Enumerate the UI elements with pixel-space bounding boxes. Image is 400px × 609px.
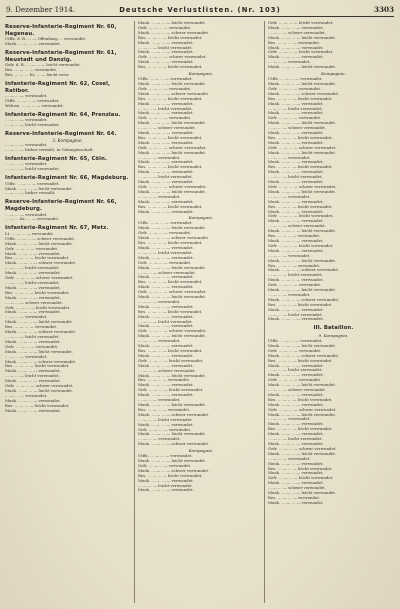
casualty-entry: Musk. ... — ... — leicht verwundet. [138, 402, 207, 407]
casualty-entry: Utffz. d. R. ... — Offenburg ... verwundet. [5, 37, 87, 42]
casualty-entry: Musk. ... — ... — leicht verwundet. [138, 265, 207, 270]
casualty-entry: Res. ... — ... — leicht verwundet. [5, 403, 70, 408]
casualty-entry: Musk. ... — ... — schwer verwundet. [268, 91, 340, 96]
casualty-entry: Res. ... — ... — verwundet. [5, 325, 58, 330]
casualty-entry: Musk. ... — ... — verwundet. [268, 500, 324, 505]
casualty-entry: Res. ... — ... — leicht verwundet. [268, 204, 333, 209]
casualty-entry: ... — ... — leicht verwundet. [5, 266, 60, 271]
casualty-entry: Gefr. ... — ... — schwer verwundet. [138, 145, 207, 150]
casualty-entry: Musk. ... — ... — verwundet. [138, 478, 194, 483]
casualty-entry: Res. ... — ... — leicht verwundet. [138, 135, 203, 140]
casualty-entry: Res. ... — ... — leicht verwundet. [268, 397, 333, 402]
casualty-entry: Musk. ... — ... — leicht verwundet. [5, 241, 74, 246]
casualty-entry: Gefr. ... — ... — leicht verwundet. [138, 388, 204, 393]
casualty-entry: Musk. ... — ... — leicht verwundet. [138, 121, 207, 126]
casualty-entry: Gefr. ... — ... — verwundet. [138, 427, 192, 432]
casualty-entry: Utffz. ... — ... — verwundet. [5, 181, 60, 186]
casualty-entry: Res. ... — ... — verwundet. [268, 263, 321, 268]
casualty-entry: ... — ... — leicht verwundet. [138, 106, 193, 111]
casualty-entry: ... — ... — verwundet. [138, 437, 181, 442]
casualty-entry: Lt. ... — ... — verwundet. [5, 231, 55, 236]
header-title [6, 4, 394, 16]
casualty-entry: Musk. ... — ... — verwundet. [268, 392, 324, 397]
company-heading: Kompagnie. [188, 71, 214, 77]
casualty-entry: ... — ... — verwundet. [138, 398, 181, 403]
casualty-entry: Musk. ... — ... — verwundet. [138, 209, 194, 214]
casualty-entry: Gefr. ... — ... — verwundet. [268, 86, 322, 91]
casualty-entry: Musk. ... — ... — leicht verwundet. [268, 412, 337, 417]
casualty-entry: ... — ... — schwer verwundet. [138, 368, 196, 373]
casualty-entry: Musk. ... — ... — leicht verwundet. [5, 320, 74, 325]
casualty-entry: Musk. ... — ... — verwundet. [268, 180, 324, 185]
casualty-entry: Musk. ... — ... — verwundet. [268, 373, 324, 378]
casualty-entry: Musk. ... — ... — verwundet. [5, 271, 61, 276]
casualty-entry: Musk. ... — ... — schwer verwundet. [138, 468, 210, 473]
casualty-entry: Gefr. ... — ... — schwer verwundet. [268, 185, 337, 189]
casualty-entry: Musk. ... — ... — schwer verwundet. [5, 261, 77, 266]
header-title-text: Deutsche Verlustlisten. [119, 6, 235, 14]
regiment-section [5, 225, 130, 413]
casualty-entry: Musk. ... — ... — schwer verwundet. [268, 297, 340, 302]
casualty-entry: Musk. ... — ... — verwundet. [5, 339, 61, 344]
casualty-entry: Musk. ... — ... — verwundet. [268, 432, 324, 437]
casualty-entry: ... — ... — leicht verwundet. [268, 312, 323, 317]
casualty-entry: ... — ... — verwundet. [268, 194, 311, 199]
casualty-entry: Gefr. ... — ... — schwer verwundet. [138, 290, 207, 295]
header-date: 9. Dezember 1914. [6, 5, 76, 14]
company-heading: Kompagnie. [188, 448, 214, 454]
casualty-entry: Res. ... — ... — verwundet. [138, 378, 191, 383]
casualty-entry: Res. ... — ... — leicht verwundet. [268, 466, 333, 471]
casualty-entry: ... — ... — verwundet. [5, 162, 48, 167]
casualty-entry: Musk. ... — ... — verwundet. [138, 50, 194, 55]
casualty-entry: Gefr. ... — ... — verwundet. [268, 283, 322, 288]
casualty-entry: Res. ... — ... — leicht verwundet. [268, 135, 333, 140]
casualty-entry: Gefr. ... — ... — verwundet. [5, 344, 59, 349]
casualty-entry: Musk. ... — ... — leicht verwundet. [138, 295, 207, 300]
casualty-entry: Res. ... — ... — leicht verwundet. [268, 96, 333, 101]
casualty-entry: Musk. ... — ... — verwundet. [268, 25, 324, 30]
casualty-entry: Musk. ... — ... — verwundet. [138, 324, 194, 329]
casualty-entry: Res. ... — ... — verwundet. [268, 495, 321, 500]
casualty-entry: Musk. ... — ... — verwundet. [5, 251, 61, 256]
casualty-entry: Musk. ... — ... — verwundet. [268, 461, 324, 466]
casualty-entry: Musk. ... — ... — verwundet. [5, 310, 61, 315]
casualty-entry: Utffz. ... — ... — verwundet. [138, 454, 193, 459]
casualty-entry: ... — ... — leicht verwundet. [5, 167, 60, 172]
casualty-entry: Gefr. ... — ... — verwundet. [268, 116, 322, 121]
casualty-entry: Res. ... — ... — leicht verwundet. [268, 302, 333, 307]
casualty-entry: Res. ... — ... — leicht verwundet. [268, 358, 333, 363]
regiment-heading: Infanterie-Regiment Nr. 66, Magdeburg. [5, 175, 129, 182]
regiment-heading: Infanterie-Regiment Nr. 67, Metz. [5, 225, 109, 232]
regiment-heading: Infanterie-Regiment Nr. 64, Prenzlau. [5, 111, 121, 118]
casualty-entry: Musk. ... — ... — verwundet. [138, 422, 194, 427]
casualty-entry: Res. ... — ... — leicht verwundet. [268, 427, 333, 432]
casualty-entry: ... — ... — verwundet. [268, 417, 311, 422]
casualty-entry: Gefr. ... — ... — schwer verwundet. [138, 329, 207, 334]
casualty-entry: ... — ... — verwundet. [268, 253, 311, 258]
casualty-entry: Res. ... — ... — leicht verwundet. [138, 35, 203, 40]
casualty-entry: Gefr. ... — ... — schwer verwundet. [5, 276, 74, 281]
casualty-entry: ... — ... — verwundet. [5, 354, 48, 359]
company-heading: 9. Kompagnie. [318, 332, 349, 338]
casualty-entry: ... — ... — leicht verwundet. [5, 334, 60, 339]
casualty-entry: ... — ... — leicht verwundet. [268, 106, 323, 111]
casualty-entry: ... — ... — schwer verwundet. [138, 126, 196, 131]
casualty-entry: Musk. ... — ... — leicht verwundet. [138, 334, 207, 339]
casualty-entry: Musk. ... — ... — verwundet. [268, 45, 324, 50]
casualty-entry: Musk. ... — ... — verwundet. [138, 314, 194, 319]
regiment-section [5, 50, 130, 78]
casualty-entry: ... — ... — verwundet. [268, 60, 311, 65]
casualty-entry: Gefr. ... — ... — leicht verwundet. [268, 243, 334, 248]
casualty-entry: Musk. ... — ... — verwundet. [268, 199, 324, 204]
regiment-subheading: 3. Kompagnie. [52, 137, 83, 143]
casualty-entry: ... — ... — leicht verwundet. [138, 45, 193, 50]
casualty-entry: ... — ... — verwundet. [138, 339, 181, 344]
casualty-entry: Gefr. ... — ... — leicht verwundet. [268, 476, 334, 481]
casualty-entry: Musk. ... — ... — schwer verwundet. [138, 236, 210, 241]
casualty-entry: Res. ... — ... — leicht verwundet. [138, 204, 203, 209]
casualty-entry: Musk. ... — ... — verwundet. [138, 60, 194, 65]
casualty-entry: Musk. ... — ... — schwer verwundet. [5, 330, 77, 335]
casualty-entry: Musk. ... — ... — verwundet. [5, 295, 61, 300]
casualty-entry: Musk. ... — ... — leicht verwundet. [268, 288, 337, 293]
casualty-entry: Musk. ... — ... — verwundet. [138, 393, 194, 398]
casualty-entry: Musk. ... — ... — leicht verwundet. [5, 388, 74, 393]
casualty-entry: Musk. ... — ... — leicht verwundet. [138, 150, 207, 155]
casualty-entry: ... — ... — verwundet. [5, 315, 48, 320]
casualty-entry: Musk. ... — ... — verwundet. [268, 55, 324, 60]
casualty-entry: Musk. ... — ... — verwundet. [138, 304, 194, 309]
casualty-entry: Musk. ... — ... — verwundet. [268, 363, 324, 368]
casualty-entry: Res. ... — ... — leicht verwundet. [138, 473, 203, 478]
regiment-section [5, 199, 130, 222]
casualty-entry: Musk. ... — ... — leicht verwundet. [268, 65, 337, 70]
casualty-entry: Musk. ... — ... — verwundet. [138, 180, 194, 185]
casualty-entry: Musk. ... — ... — leicht verwundet. [268, 150, 337, 155]
casualty-entry: ... — ... — verwundet. [5, 393, 48, 398]
casualty-entry: Musk. ... — ... — verwundet. [5, 285, 61, 290]
casualty-entry: Gefr. ... — ... — verwundet. [138, 260, 192, 265]
casualty-entry: Musk. ... — ... — verwundet. [268, 248, 324, 253]
casualty-entry: Musk. ... — ... — verwundet. [138, 285, 194, 290]
casualty-entry: Musk. ... — ... — leicht verwundet. [138, 81, 207, 86]
casualty-entry: Musk. ... — ... — verwundet. [268, 140, 324, 145]
casualty-entry: ... — ... — schwer verwundet. [138, 270, 196, 275]
casualty-entry: Gefr. ... — ... — leicht verwundet. [5, 305, 71, 310]
casualty-entry: Res. ... — ... — leicht verwundet. [5, 364, 70, 369]
page-header [6, 4, 394, 17]
casualty-entry: Musk. ... — ... — leicht verwundet. [268, 81, 337, 86]
casualty-entry: Musk. ... — ... — schwer verwundet. [268, 353, 340, 358]
casualty-entry: Musk. ... — ... — verwundet. [138, 488, 194, 493]
casualty-entry: Res. ... — ... — leicht verwundet. [138, 349, 203, 353]
casualty-entry: Musk. ... — ... — verwundet. [268, 170, 324, 175]
casualty-entry: Musk. ... — ... — leicht verwundet. [268, 189, 337, 194]
casualty-entry: Musk. ... — ... — leicht verwundet. [268, 451, 337, 456]
casualty-entry: Res. ... — ... — leicht verwundet. [138, 96, 203, 101]
casualty-entry: ... — ... — verwundet. [268, 456, 311, 461]
regiment-section [5, 175, 130, 196]
casualty-entry: Musk. ... — ... — verwundet. [268, 422, 324, 427]
casualty-entry: Gefr. ... — ... — verwundet. [5, 246, 59, 251]
casualty-entry: Gefr. ... — ... — schwer verwundet. [268, 446, 337, 451]
casualty-entry: Res. ... — ... — leicht verwundet. [138, 241, 203, 246]
casualty-entry: Musk. ... — ... — schwer verwundet. [138, 30, 210, 35]
casualty-entry: Musk. ... — ... — verwundet. [138, 160, 194, 165]
casualty-entry: Musk. ... — ... — verwundet. [138, 383, 194, 388]
casualty-entry: Gefr. ... — ... — verwundet. [138, 116, 192, 121]
casualty-entry: Res. ... — ... — verwundet. [268, 234, 321, 239]
casualty-entry: Gefr. ... — ... — verwundet. [138, 463, 192, 468]
casualty-entry: Musk. ... — ... — leicht verwundet. [268, 383, 337, 388]
casualty-entry: Res. ... — ... — verwundet. [268, 40, 321, 45]
casualty-entry: Musk. ... — ... — schwer verwundet. [138, 442, 210, 447]
casualty-entry: Gefr. ... — ... — leicht verwundet. [268, 214, 334, 219]
casualty-entry: ... — ... — verwundet. [5, 118, 48, 123]
casualty-entry: Musk. ... — ... — leicht verwundet. [138, 459, 207, 464]
casualty-entry: Gefr. ... — ... — verwundet. [138, 86, 192, 91]
casualty-entry: ... — ... — leicht verwundet. [138, 483, 193, 488]
casualty-entry: Musk. ... — ... — leicht verwundet. [268, 35, 337, 40]
casualty-entry: Musk. ... — ... — leicht verwundet. [268, 121, 337, 126]
column-left [5, 21, 130, 603]
regiment-section [5, 24, 130, 47]
column-middle [134, 21, 264, 603]
casualty-entry: ... — ... — leicht verwundet. [268, 273, 323, 278]
company-heading: Kompagnie. [188, 215, 214, 221]
casualty-entry: ... — ... — leicht verwundet. [138, 417, 193, 422]
casualty-entry: Musk. ... — ... — verwundet. [268, 238, 324, 243]
casualty-entry: Musk. ... — ... — verwundet. [5, 398, 61, 403]
casualty-entry: ... — ... — leicht verwundet. [5, 281, 60, 285]
casualty-entry: Musk. ... — ... — verwundet. [138, 275, 194, 280]
casualty-entry: Musk. ... — ... — verwundet. [138, 140, 194, 145]
casualty-entry: Musk. ... — ... — verwundet. [138, 199, 194, 204]
casualty-entry: Musk. ... — ... — verwundet. [138, 170, 194, 175]
casualty-entry: ... — ... — leicht verwundet. [268, 437, 323, 442]
casualty-entry: Gefr. ... — ... — verwundet. [268, 378, 322, 383]
casualty-entry: ... — ... — bisher vermißt, in Gefangenschaft. [5, 147, 94, 152]
casualty-entry: Wehrm. ... — ... — verwundet. [5, 103, 64, 108]
casualty-entry: Res. ... — ... — leicht verwundet. [138, 65, 203, 70]
casualty-entry: Musk. ... — ... — leicht verwundet. [138, 21, 207, 25]
casualty-entry: ... — ... — verwundet. [5, 142, 48, 147]
casualty-entry: Musk. ... — ... — leicht verwundet. [5, 349, 74, 354]
casualty-entry: Res. ... — ... — leicht verwundet. [268, 165, 333, 170]
casualty-entry: Gefr. ... — ... — leicht verwundet. [138, 358, 204, 363]
casualty-entry: Musk. ... — ... — schwer verwundet. [138, 412, 210, 417]
casualty-entry: Musk. ... — ... — verwundet. [138, 255, 194, 260]
casualty-entry: Musk. ... — ... — leicht verwundet. [138, 226, 207, 231]
casualty-entry: ... — ... — verwundet. [138, 194, 181, 199]
casualty-entry: Utffz. ... — ... — verwundet. [268, 77, 323, 82]
regiment-heading: Infanterie-Regiment Nr. 62, Cosel, Ratibor. [5, 80, 111, 94]
casualty-entry: ... — ... — leicht verwundet. [138, 319, 193, 324]
casualty-entry: Musk. ... — ... — verwundet. [268, 442, 324, 446]
casualty-entry: Gefr. ... — ... — leicht verwundet. [268, 50, 334, 55]
casualty-entry: Musk. ... — ... — verwundet. [5, 369, 61, 374]
regiment-heading: Reserve-Infanterie-Regiment Nr. 66, Magdeburg. [5, 199, 117, 212]
casualty-entry: Musk. ... — ... — verwundet. [138, 353, 194, 358]
casualty-entry: Utffz. ... — ... — verwundet. [5, 99, 60, 103]
casualty-entry: Gefr. ... — ... — schwer verwundet. [268, 145, 337, 150]
casualty-entry: Gefr. ... — ... — schwer verwundet. [5, 384, 74, 389]
regiment-heading: Reserve-Infanterie-Regiment Nr. 60, Hagenau. [5, 24, 117, 37]
casualty-entry: Gefr. ... — ... — schwer verwundet. [138, 55, 207, 60]
casualty-entry: Utffz. ... — ... — verwundet. [138, 221, 193, 226]
casualty-entry: Musk. ... — ... — verwundet. [138, 344, 194, 349]
casualty-entry: Musk. ... — ... — verwundet. [138, 363, 194, 368]
casualty-entry: ... — ... — schwer verwundet. [268, 30, 326, 35]
casualty-entry: Gefr. ... — ... — schwer verwundet. [138, 185, 207, 189]
casualty-entry: Musk. ... — ... — verwundet. [138, 131, 194, 136]
casualty-entry: Res. ... — ... Kr. ... — leicht verw. [5, 73, 70, 77]
casualty-entry: ... — ... — schwer verwundet. [268, 486, 326, 491]
casualty-entry: ... — ... — verwundet. [138, 299, 181, 304]
casualty-entry: ... — ... — verwundet. [268, 292, 311, 297]
casualty-entry: Musk. ... — ... — verwundet. [5, 42, 61, 47]
casualty-entry: Musk. ... — ... — verwundet. [138, 245, 194, 250]
casualty-entry: Utffz. ... — ... — verwundet. [138, 77, 193, 82]
casualty-entry: Gefr. ... — ... — verwundet. [138, 25, 192, 30]
casualty-entry: Musk. ... — ... — verwundet. [268, 209, 324, 214]
casualty-entry: Musk. ... — ... — leicht verwundet. [138, 432, 207, 437]
casualty-entry: ... — ... — verwundet. [268, 155, 311, 160]
casualty-entry: Musk. ... — ... — verwundet. [268, 307, 324, 312]
casualty-entry: ... — ... — leicht verwundet. [268, 368, 323, 373]
company-heading: Kompagnie. [321, 71, 346, 77]
casualty-entry: ... — ... — schwer verwundet. [268, 224, 326, 229]
casualty-entry: Res. ... — ... — leicht verwundet. [138, 280, 203, 285]
casualty-entry: ... — ... — leicht verwundet. [5, 123, 60, 128]
casualty-entry: Gefr. ... — ... — schwer verwundet. [268, 407, 337, 412]
casualty-entry: Res. ... — ... — leicht verwundet. [5, 290, 70, 295]
regiment-heading: Reserve-Infanterie-Regiment Nr. 61, Neustadt und Danzig. [5, 50, 117, 63]
casualty-entry: Musk. ... — ... — schwer verwundet. [268, 268, 340, 273]
casualty-entry: Res. ... — ... — leicht verwundet. [5, 256, 70, 261]
casualty-entry: ... — ... — leicht verwundet. [5, 374, 60, 379]
casualty-entry: Musk. ... — ... — verwundet. [5, 379, 61, 384]
regiment-heading: Reserve-Infanterie-Regiment Nr. 64. [5, 131, 117, 138]
column-right [264, 21, 399, 603]
casualty-entry: Res. ... — ... — verwundet. [138, 407, 191, 412]
casualty-entry: Utffz. ... — ... — schwer verwundet. [5, 236, 75, 241]
casualty-entry: Musk. ... — ... — verwundet. [5, 408, 61, 413]
regiment-section [5, 131, 130, 152]
casualty-entry: ... — ... — leicht verwundet. [138, 175, 193, 180]
casualty-entry: ... — ... — schwer verwundet. [5, 300, 63, 305]
casualty-entry: Musk. ... — ... — verwundet. [268, 278, 324, 283]
casualty-entry: Musk. ... — ... — schwer verwundet. [138, 91, 210, 96]
casualty-entry: ... — ... — schwer verwundet. [268, 388, 326, 393]
casualty-entry: Musk. ... — ... — verwundet. [268, 402, 324, 407]
casualty-entry: Musk. ... — ... — leicht verwundet. [268, 343, 337, 348]
casualty-entry: Musk. ... — ... — leicht verwundet. [138, 189, 207, 194]
casualty-entry: Musk. ... — ... — verwundet. [268, 471, 324, 476]
casualty-entry: ... — ... — verwundet. [5, 94, 48, 99]
casualty-entry: Musk. ... — ... — verwundet. [138, 101, 194, 106]
casualty-entry: Musk. ... — ... — leicht verwundet. [268, 229, 337, 234]
casualty-entry: Musk. ... — ... — verwundet. [268, 219, 324, 224]
casualty-entry: ... — ... — bisher vermißt. [5, 191, 56, 196]
casualty-entry: Res. ... — ... — verwundet. [5, 68, 58, 73]
casualty-entry: Gefr. d. R. ... — ... — leicht verwundet. [5, 63, 81, 68]
casualty-entry: Musk. ... — ... — verwundet. [268, 111, 324, 116]
casualty-entry: Utffz. ... — ... — verwundet. [268, 338, 323, 343]
casualty-entry: ... — ... — leicht verwundet. [268, 175, 323, 180]
casualty-entry: ... — ... — verwundet. [138, 155, 181, 160]
casualty-entry: Musk. ... — ... — leicht verwundet. [268, 258, 337, 263]
casualty-entry: Musk. ... — ... — schwer verwundet. [5, 359, 77, 364]
header-issue: (Nr. 103) [237, 6, 281, 14]
casualty-entry: Gefr. ... — ... — verwundet. [138, 231, 192, 236]
casualty-entry: Res. ... — ... — leicht verwundet. [138, 309, 203, 314]
casualty-entry: ... — ... — verwundet. [5, 212, 48, 217]
regiment-heading: Infanterie-Regiment Nr. 65, Cöln. [5, 155, 108, 162]
casualty-entry: Musk. ... — ... — verwundet. [138, 111, 194, 116]
casualty-entry: Musk. ... — ... — verwundet. [268, 160, 324, 165]
battalion-heading: III. Bataillon. [313, 325, 354, 332]
casualty-entry: Gefr. ... — ... — leicht verwundet. [268, 21, 334, 25]
casualty-entry: Musk. ... — ... — verwundet. [268, 317, 324, 322]
casualty-entry: Musk. ... — ... — verwundet. [138, 40, 194, 45]
casualty-entry: Musk. ... — ... — leicht verwundet. [138, 373, 207, 378]
casualty-entry: Musk. ... — ... — verwundet. [268, 131, 324, 136]
casualty-entry: Res. ... — ... — leicht verwundet. [138, 165, 203, 170]
casualty-entry: Musk. ... — ... — verwundet. [268, 101, 324, 106]
casualty-entry: ... — ... — leicht verwundet. [138, 250, 193, 255]
regiment-section [5, 156, 130, 172]
casualty-entry: Musk. ... — ... — leicht verwundet. [268, 491, 337, 496]
casualty-entry: ... — ... — schwer verwundet. [268, 126, 326, 131]
casualty-entry: ... — ... Kr. ... — verwundet. [5, 217, 60, 222]
regiment-section [5, 112, 130, 128]
casualty-entry: Gefr. ... — ... — verwundet. [268, 348, 322, 353]
regiment-section [5, 81, 130, 109]
header-page-number: 3303 [373, 5, 394, 14]
casualty-entry: Musk. ... — ... — leicht verwundet. [5, 186, 74, 191]
casualty-entry: Musk. ... — ... — verwundet. [268, 481, 324, 486]
